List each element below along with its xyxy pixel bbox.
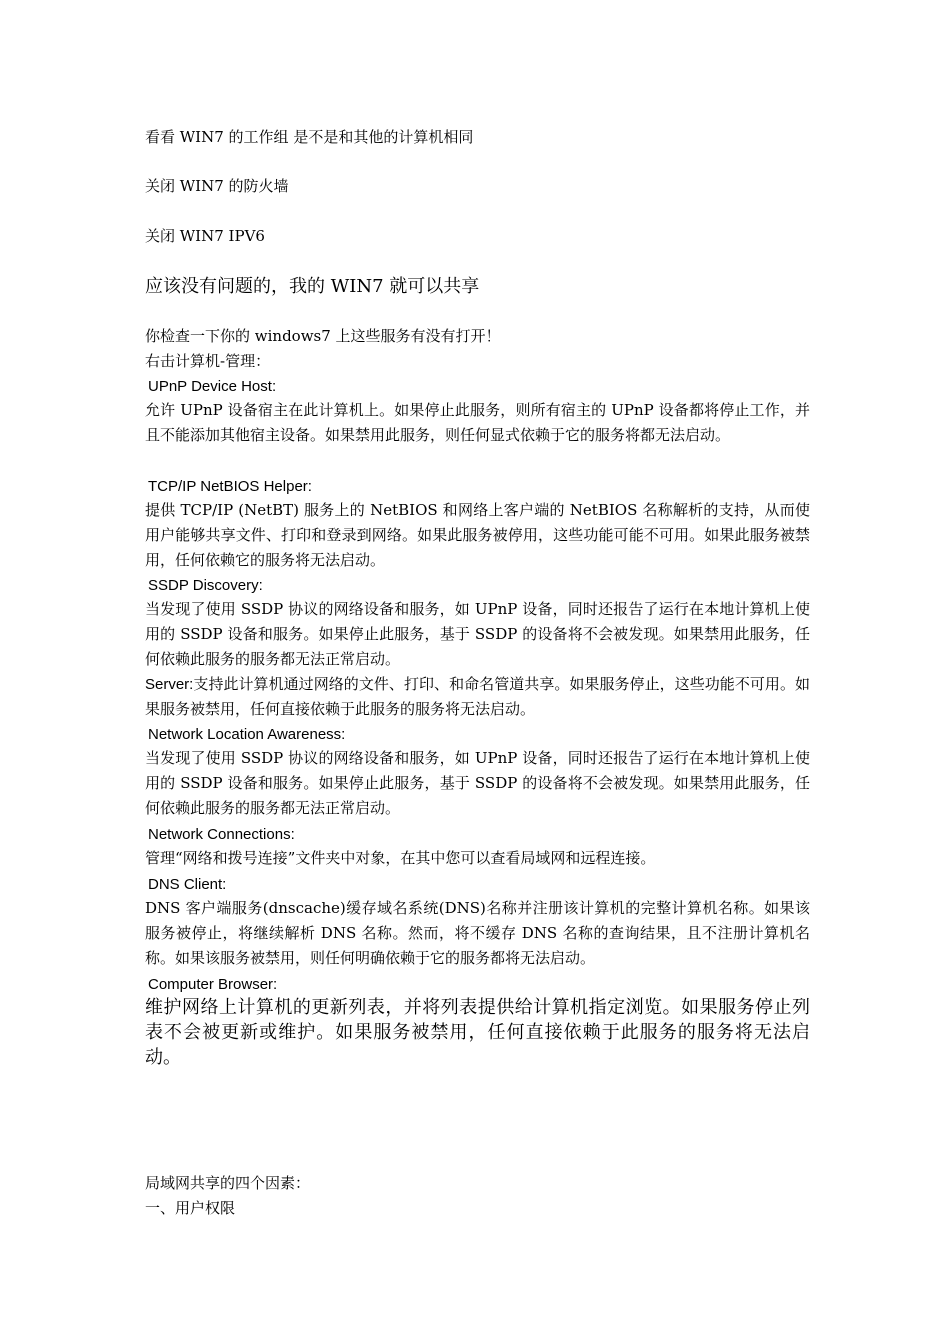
service-name-ssdp: SSDP Discovery: <box>148 577 263 594</box>
services-check-prompt: 你检查一下你的 windows7 上这些服务有没有打开！ <box>145 327 501 345</box>
service-server-entry <box>145 672 810 722</box>
service-description-server: 支持此计算机通过网络的文件、打印、和命名管道共享。如果服务停止，这些功能不可用。如果服务被禁用，任何直接依赖于此服务的服务将无法启动。 <box>145 675 810 718</box>
service-name-server: Server: <box>145 676 194 693</box>
service-description-computer-browser: 维护网络上计算机的更新列表，并将列表提供给计算机指定浏览。如果服务停止列表不会被更新或维护。如果服务被禁用，任何直接依赖于此服务的服务将无法启动。 <box>145 997 810 1068</box>
service-name-upnp: UPnP Device Host: <box>148 378 277 395</box>
service-name-dns-client: DNS Client: <box>148 876 227 893</box>
service-name-network-connections: Network Connections: <box>148 826 295 843</box>
service-name-computer-browser: Computer Browser: <box>148 976 278 993</box>
service-name-network-location: Network Location Awareness: <box>148 726 346 743</box>
lan-sharing-heading: 局域网共享的四个因素： <box>145 1174 311 1192</box>
intro-ipv6-line: 关闭 WIN7 IPV6 <box>145 227 265 245</box>
intro-firewall-line: 关闭 WIN7 的防火墙 <box>145 177 289 195</box>
service-description-netbios: 提供 TCP/IP (NetBT) 服务上的 NetBIOS 和网络上客户端的 NetBIOS 名称解析的支持，从而使用户能够共享文件、打印和登录到网络。如果此服务被停用，这些功能可能不可用。如果此服务被禁用，任何依赖它的服务将无法启动。 <box>145 501 810 569</box>
intro-conclusion-line: 应该没有问题的，我的 WIN7 就可以共享 <box>145 276 480 297</box>
service-description-ssdp: 当发现了使用 SSDP 协议的网络设备和服务，如 UPnP 设备，同时还报告了运行在本地计算机上使用的 SSDP 设备和服务。如果停止此服务，基于 SSDP 的设备将不会被发现。如果禁用此服务，任何依赖此服务的服务都无法正常启动。 <box>145 600 811 668</box>
service-description-upnp: 允许 UPnP 设备宿主在此计算机上。如果停止此服务，则所有宿主的 UPnP 设备都将停止工作，并且不能添加其他宿主设备。如果禁用此服务，则任何显式依赖于它的服务将都无法启动。 <box>145 401 810 444</box>
service-name-netbios: TCP/IP NetBIOS Helper: <box>148 478 312 495</box>
service-description-dns-client: DNS 客户端服务(dnscache)缓存域名系统(DNS)名称并注册该计算机的完整计算机名称。如果该服务被停止，将继续解析 DNS 名称。然而，将不缓存 DNS 名称的查询结果，且不注册计算机名称。如果该服务被禁用，则任何明确依赖于它的服务都将无法启动。 <box>145 899 810 967</box>
service-description-network-location: 当发现了使用 SSDP 协议的网络设备和服务，如 UPnP 设备，同时还报告了运行在本地计算机上使用的 SSDP 设备和服务。如果停止此服务，基于 SSDP 的设备将不会被发现。如果禁用此服务，任何依赖此服务的服务都无法正常启动。 <box>145 749 811 817</box>
service-description-network-connections: 管理“网络和拨号连接”文件夹中对象，在其中您可以查看局域网和远程连接。 <box>145 849 656 867</box>
services-right-click-hint: 右击计算机-管理： <box>145 352 271 370</box>
intro-workgroup-line: 看看 WIN7 的工作组 是不是和其他的计算机相同 <box>145 128 474 146</box>
lan-sharing-first-factor: 一、用户权限 <box>145 1199 236 1217</box>
